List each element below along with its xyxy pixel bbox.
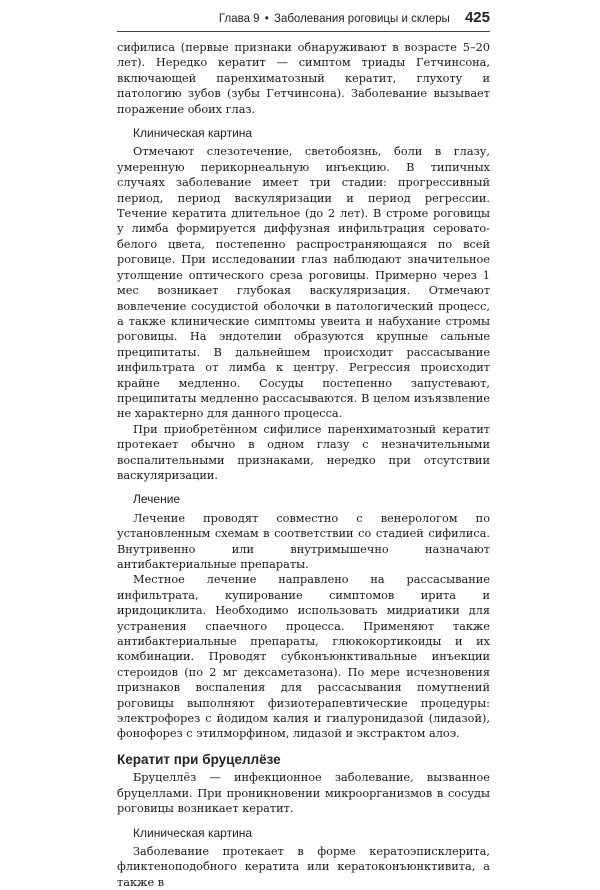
header-separator: • [264,13,269,25]
chapter-title: Заболевания роговицы и склеры [274,13,450,25]
subheading-clinical-picture-2: Клиническая картина [133,825,253,840]
running-head [117,9,490,26]
paragraph-treatment: Лечение проводят совместно с венерологом по установленным схемам в соответствии со стадией сифилиса. Внутривенно или внутримышечно назначают антибактериальные препараты. [117,511,490,571]
paragraph-continuation: сифилиса (первые признаки обнаруживают в возрасте 5–20 лет). Нередко кератит — симптом триады Гетчинсона, включающей паренхиматозный кератит, глухоту и патологию зубов (зубы Гетчинсона). Заболевание вызывает поражение обоих глаз. [117,41,490,116]
section-heading-brucellosis: Кератит при бруцеллёзе [117,751,281,767]
page-content [117,40,490,890]
page-number: 425 [464,9,490,26]
paragraph-brucellosis-clinical: Заболевание протекает в форме кератоэписклерита, фликтеноподобного кератита или кератоконъюнктивита, а также в [117,844,490,889]
paragraph-acquired-syphilis: При приобретённом сифилисе паренхиматозный кератит протекает обычно в одном глазу с незначительными воспалительными признаками, нередко при отсутствии васкуляризации. [117,422,490,482]
chapter-label: Глава 9 [218,13,260,25]
subheading-clinical-picture: Клиническая картина [133,126,253,141]
paragraph-clinical-picture: Отмечают слезотечение, светобоязнь, боли в глазу, умеренную перикорнеальную инъекцию. В типичных случаях заболевание имеет три стадии: прогрессивный период, период васкуляризации и период регрессии. Течение кератита длительное (до 2 лет). В строме роговицы у лимба формируется диффузная инфильтрация серовато-белого цвета, постепенно распространяющаяся по всей роговице. При исследовании глаз наблюдают значительное утолщение оптического среза роговицы. Примерно через 1 мес возникает глубокая васкуляризация. Отмечают вовлечение сосудистой оболочки в патологический процесс, а также клинические симптомы увеита и набухание стромы роговицы. На эндотелии образуются крупные сальные преципитаты. В дальнейшем происходит рассасывание инфильтрата от лимба к центру. Регрессия происходит крайне медленно. Сосуды постепенно запустевают, преципитаты медленно рассасываются. В целом изъязвление не характерно для данного процесса. [117,145,490,421]
paragraph-local-treatment: Местное лечение направлено на рассасывание инфильтрата, купирование симптомов ирита и иридоциклита. Необходимо использовать мидриатики для устранения спаечного процесса. Применяют также антибактериальные препараты, глюкокортикоиды и их комбинации. Проводят субконъюнктивальные инъекции стероидов (по 2 мг дексаметазона). По мере исчезновения признаков воспаления для рассасывания помутнений роговицы выполняют физиотерапевтические процедуры: электрофорез с йодидом калия и гиалуронидазой (лидазой), фонофорез с этилморфином, лидазой и экстрактом алоэ. [117,573,490,741]
paragraph-brucellosis: Бруцеллёз — инфекционное заболевание, вызванное бруцеллами. При проникновении микроорганизмов в сосуды роговицы возникает кератит. [117,771,490,816]
header-rule [117,31,490,32]
subheading-treatment: Лечение [133,492,181,507]
